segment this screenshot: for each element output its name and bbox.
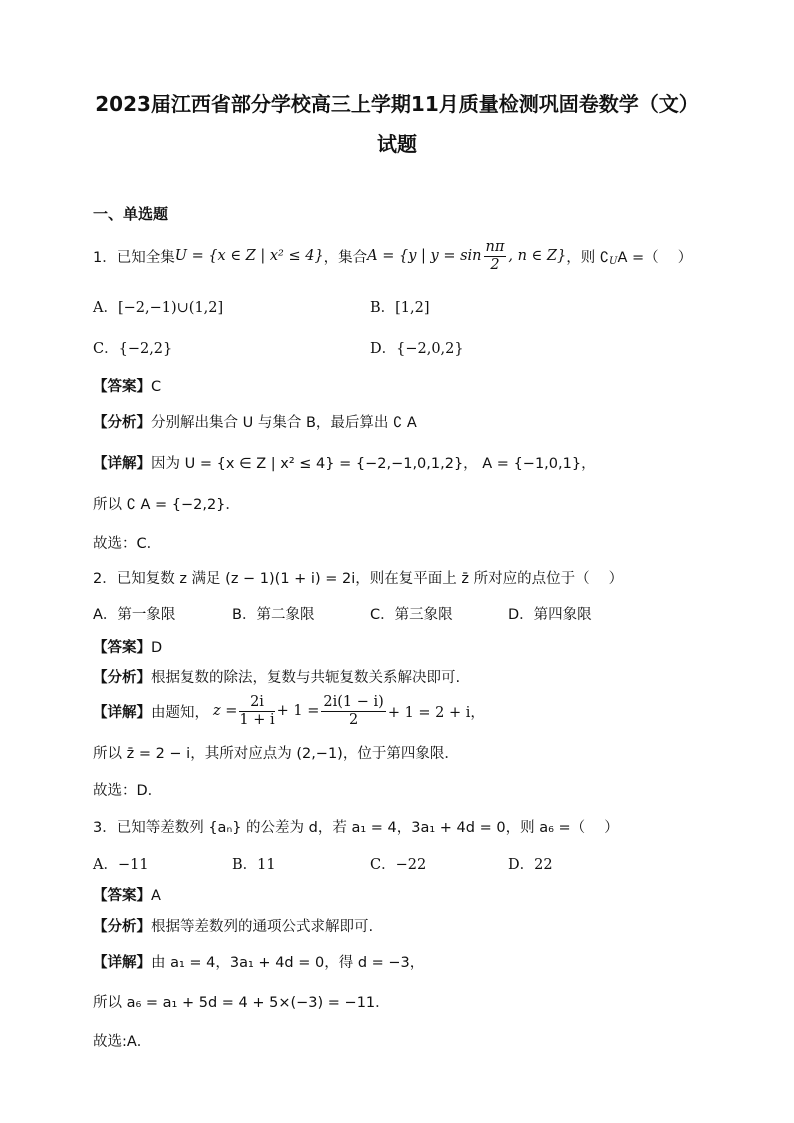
q1-fraction-denominator: 2	[490, 256, 500, 273]
q2-fraction-1	[239, 694, 274, 728]
q1-choice: 故选：C．	[93, 536, 162, 552]
q3-option-c: C．−22	[370, 857, 427, 873]
q3-detail-text: 由 a₁ = 4，3a₁ + 4d = 0，得 d = −3，	[151, 955, 425, 971]
q1-option-b: B．[1,2]	[370, 300, 430, 316]
q2-option-b: B．第二象限	[232, 607, 315, 623]
analysis-tag: 【分析】	[93, 919, 151, 935]
q3-analysis-text: 根据等差数列的通项公式求解即可.	[151, 919, 374, 935]
q2-analysis-text: 根据复数的除法，复数与共轭复数关系解决即可.	[151, 670, 461, 686]
q2-fraction-2-denominator: 2	[348, 711, 359, 728]
q1-set-A-left: A = {y | y = sin	[367, 248, 482, 264]
q1-stem-end: A =（ ）	[617, 249, 693, 266]
answer-tag: 【答案】	[93, 888, 151, 904]
q1-stem: 1．已知全集 U = {x ∈ Z | x² ≤ 4} ，集合 A = {y | y = sin $\frac{n\pi}{2}$ , n ∈ Z} ，则 ∁ U A =（ ）	[93, 238, 693, 273]
q2-analysis	[93, 666, 460, 687]
q3-analysis	[93, 915, 373, 936]
q2-option-d: D．第四象限	[508, 607, 592, 623]
analysis-tag: 【分析】	[93, 670, 151, 686]
q2-fraction-2	[321, 694, 385, 728]
q2-detail-plus-one: + 1 =	[276, 703, 320, 719]
q3-choice: 故选:A．	[93, 1034, 152, 1050]
q1-stem-suffix: ，则 ∁	[566, 249, 610, 266]
q2-detail	[93, 690, 485, 732]
q2-stem: 2．已知复数 z 满足 (z − 1)(1 + i) = 2i，则在复平面上 z̄ 所对应的点位于（ ）	[93, 571, 624, 587]
q3-option-a: A．−11	[93, 857, 149, 873]
q1-option-c: C．{−2,2}	[93, 341, 173, 357]
q3-stem: 3．已知等差数列 {aₙ} 的公差为 d，若 a₁ = 4，3a₁ + 4d = 0，则 a₆ =（ ）	[93, 820, 619, 836]
detail-tag: 【详解】	[93, 704, 151, 721]
q2-detail-z: z =	[213, 703, 238, 719]
q2-answer	[93, 636, 162, 657]
analysis-tag: 【分析】	[93, 415, 151, 431]
detail-tag: 【详解】	[93, 456, 151, 472]
q1-option-a: A．[−2,−1)∪(1,2]	[93, 300, 224, 316]
q1-answer-value: C	[151, 379, 162, 395]
q1-analysis-text: 分别解出集合 U 与集合 B，最后算出 ∁ A	[151, 415, 417, 431]
q3-option-d: D．22	[508, 857, 553, 873]
q1-detail-text: 因为 U = {x ∈ Z | x² ≤ 4} = {−2,−1,0,1,2}， A = {−1,0,1}，	[151, 456, 596, 472]
q1-stem-mid: ，集合	[323, 249, 368, 266]
q1-analysis	[93, 411, 417, 432]
q1-detail	[93, 452, 596, 473]
section-heading: 一、单选题	[93, 205, 169, 223]
q3-answer	[93, 884, 161, 905]
q2-choice: 故选：D．	[93, 783, 163, 799]
q2-option-c: C．第三象限	[370, 607, 453, 623]
q1-answer	[93, 375, 161, 396]
q1-set-U: U = {x ∈ Z | x² ≤ 4}	[174, 248, 324, 264]
q3-conclusion: 所以 a₆ = a₁ + 5d = 4 + 5×(−3) = −11．	[93, 995, 390, 1011]
q2-detail-prefix: 由题知，	[151, 704, 209, 721]
q1-option-d: D．{−2,0,2}	[370, 341, 464, 357]
q2-conclusion: 所以 z̄ = 2 − i，其所对应点为 (2,−1)，位于第四象限．	[93, 746, 459, 762]
answer-tag: 【答案】	[93, 640, 151, 656]
q3-answer-value: A	[151, 888, 161, 904]
q2-fraction-1-denominator: 1 + i	[239, 711, 275, 728]
q2-answer-value: D	[151, 640, 163, 656]
q2-option-a: A．第一象限	[93, 607, 176, 623]
q3-option-b: B．11	[232, 857, 276, 873]
q2-fraction-2-numerator: 2i(1 − i)	[323, 693, 384, 710]
q1-set-A-right: , n ∈ Z}	[508, 248, 567, 264]
q1-conclusion: 所以 ∁ A = {−2,2}．	[93, 497, 240, 513]
detail-tag: 【详解】	[93, 955, 151, 971]
q1-stem-prefix: 1．已知全集	[93, 249, 175, 266]
q2-detail-suffix: + 1 = 2 + i，	[387, 704, 485, 721]
document-title-line2: 试题	[377, 132, 417, 156]
document-title-line1: 2023届江西省部分学校高三上学期11月质量检测巩固卷数学（文）	[95, 92, 699, 116]
q1-fraction	[484, 239, 507, 273]
q3-detail	[93, 951, 424, 972]
answer-tag: 【答案】	[93, 379, 151, 395]
q2-fraction-1-numerator: 2i	[239, 694, 274, 712]
q1-fraction-numerator: nπ	[485, 238, 505, 255]
